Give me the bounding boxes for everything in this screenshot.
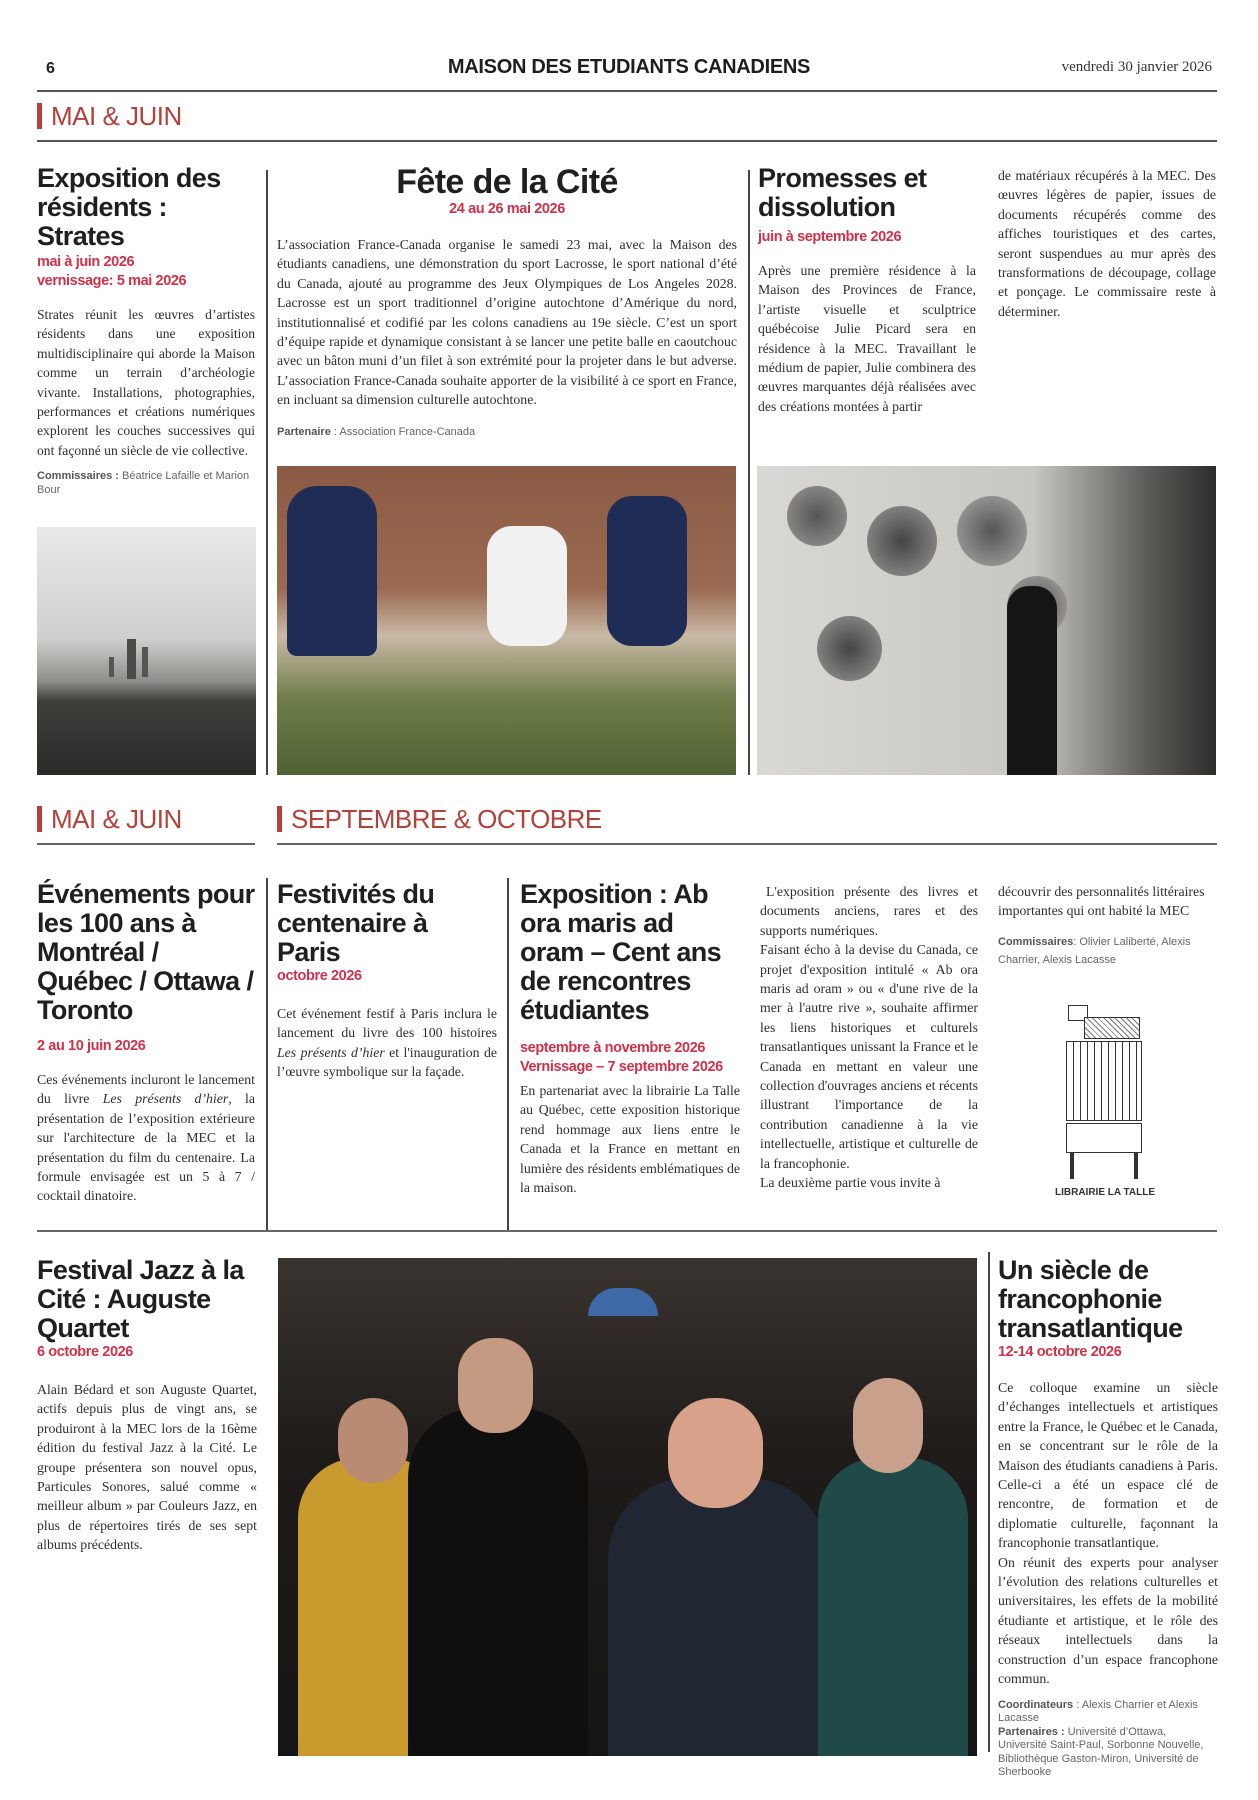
section-header-mai-juin: MAI & JUIN <box>37 101 182 132</box>
article-title: Promesses et dissolution <box>758 163 927 222</box>
article-title: Fête de la Cité <box>396 163 618 201</box>
article-body-continued: découvrir des personnalités littéraires importantes qui ont habité la MEC Commissaires: Olivier Laliberté, Alexis Charrier, Alexis Lacasse <box>998 882 1218 969</box>
page-number: 6 <box>46 60 55 77</box>
paper-fans-photo <box>757 466 1216 775</box>
article-body: Cet événement festif à Paris inclura le lancement du livre des 100 histoires Les présents d’hier et l'inauguration de l’œuvre symbolique sur la façade. <box>277 1006 497 1080</box>
article-date: 12-14 octobre 2026 <box>998 1344 1122 1360</box>
article-date: 2 au 10 juin 2026 <box>37 1038 146 1054</box>
column-divider <box>748 170 750 775</box>
article-body: Strates réunit les œuvres d’artistes résidents dans une exposition multidisciplinaire qui aborde la Maison comme un terrain d’archéologie vivante. Installations, photographies, performances et créations numériques explorent les couches successives qui ont façonné un siècle de vie collective. <box>37 307 255 458</box>
article-strates <box>37 164 255 497</box>
article-date: octobre 2026 <box>277 968 362 984</box>
article-body: Ce colloque examine un siècle d’échanges intellectuels et artistiques entre la France, le Québec et le Canada, en se concentrant sur le rôle de la Maison des étudiants canadiens à Paris. Celle-ci a été un espace clé de rencontre, de formation et de diplomatie culturelle, façonnant la francophonie transatlantique. On réunit des experts pour analyser l’évolution des relations culturelles et universitaires, les effets de la mobilité étudiante et artistique, et le rôle des réseaux intellectuels dans la construction d’un espace francophone commun. <box>998 1380 1218 1687</box>
header-rule <box>37 90 1217 92</box>
article-body: Ces événements incluront le lancement du livre Les présents d’hier, la présentation de l’exposition extérieure sur l'architecture de la MEC et la présentation du film du centenaire. La formule envisagée est un 5 à 7 / cocktail dinatoire. <box>37 1072 255 1204</box>
article-fete-de-la-cite <box>277 164 737 439</box>
article-body-continued: de matériaux récupérés à la MEC. Des œuvres légères de papier, issues de documents récupérés comme des affiches touristiques et des cartes, seront suspendues au mur après des transformations de découpage, collage et ponçage. Le commissaire reste à déterminer. <box>998 168 1216 319</box>
article-body: En partenariat avec la librairie La Talle au Québec, cette exposition historique rend hommage aux liens entre le Canada et la France en mettant en lumière des résidents emblématiques de la maison. <box>520 1083 740 1196</box>
article-title: Événements pour les 100 ans à Montréal / Québec / Ottawa / Toronto <box>37 879 255 1025</box>
article-siecle-francophonie <box>998 1256 1218 1780</box>
article-title: Festivités du centenaire à Paris <box>277 879 435 967</box>
article-title: Exposition : Ab ora maris ad oram – Cent ans de rencontres étudiantes <box>520 879 722 1025</box>
article-date: juin à septembre 2026 <box>758 229 902 245</box>
article-credit: Commissaires: Olivier Laliberté, Alexis Charrier, Alexis Lacasse <box>998 935 1191 966</box>
column-divider <box>266 170 268 775</box>
lacrosse-photo <box>277 466 736 775</box>
column-divider <box>988 1252 990 1752</box>
article-date: septembre à novembre 2026 <box>520 1040 706 1056</box>
article-evenements-100-ans <box>37 880 255 1206</box>
column-divider <box>266 878 268 1230</box>
standing-stones-photo <box>37 527 256 775</box>
vernissage-date: vernissage: 5 mai 2026 <box>37 273 187 289</box>
article-date: 24 au 26 mai 2026 <box>449 201 565 217</box>
article-body: Alain Bédard et son Auguste Quartet, actifs depuis plus de vingt ans, se produiront à la MEC lors de la 16ème édition du festival Jazz à la Cité. Le groupe présentera son nouvel opus, Particules Sonores, salué comme « meilleur album » par Couleurs Jazz, en plus de répertoires tirés de ses sept albums précédents. <box>37 1382 257 1553</box>
article-body-continued: L'exposition présente des livres et documents anciens, rares et des supports numériques. Faisant écho à la devise du Canada, ce projet d'exposition intitulé « Ab ora maris ad oram » ou « d'une rive de la mer à l'autre rive », souhaite affirmer les liens historiques et culturels transatlantiques unissant la France et le Canada en mettant en valeur une collection d'ouvrages anciens et récents illustrant l'importance de la contribution canadienne à la vie intellectuelle, artistique et culturelle de la francophonie. La deuxième partie vous invite à <box>760 884 978 1191</box>
issue-date: vendredi 30 janvier 2026 <box>1061 59 1212 75</box>
article-credit: Commissaires : Béatrice Lafaille et Marion Bour <box>37 470 250 496</box>
article-body: Après une première résidence à la Maison des Provinces de France, l’artiste visuelle et sculptrice québécoise Julie Picard sera en résidence à la MEC. Travaillant le médium de papier, Julie combinera des œuvres marquantes déjà réalisées avec des créations montées à partir <box>758 263 976 414</box>
section-rule <box>37 140 1217 142</box>
newspaper-title: MAISON DES ETUDIANTS CANADIENS <box>447 56 811 78</box>
section-rule <box>277 843 1217 845</box>
article-promesses <box>758 164 976 416</box>
article-ab-ora-maris <box>520 880 740 1197</box>
article-date: mai à juin 2026 <box>37 254 135 270</box>
section-header-septembre-octobre: SEPTEMBRE & OCTOBRE <box>277 804 602 835</box>
section-rule <box>37 1230 1217 1232</box>
section-rule <box>37 843 255 845</box>
article-title: Festival Jazz à la Cité : Auguste Quartet <box>37 1255 244 1343</box>
section-header-mai-juin: MAI & JUIN <box>37 804 182 835</box>
vernissage-date: Vernissage – 7 septembre 2026 <box>520 1059 723 1075</box>
article-body: L’association France-Canada organise le samedi 23 mai, avec la Maison des étudiants canadiens, une démonstration du sport Lacrosse, le sport national d’été du Canada, ajouté au programme des Jeux Olympiques de Los Angeles 2028. Lacrosse est un sport traditionnel d’origine autochtone d’Amérique du nord, institutionnalisé et codifié par les colons canadiens au 19e siècle. C’est un sport d’équipe rapide et dynamique consistant à se lancer une petite balle en caoutchouc avec un bâton muni d’un filet à son extrémité pour la projeter dans le but adverse. L’association France-Canada souhaite apporter de la visibilité à ce sport en France, en incluant sa dimension culturelle autochtone. <box>277 237 737 408</box>
article-title: Exposition des résidents : Strates <box>37 163 221 251</box>
partners-credit: Partenaires : Université d’Ottawa, Université Saint-Paul, Sorbonne Nouvelle, Bibliothèque Gaston-Miron, Université de Sherbooke <box>998 1725 1204 1778</box>
article-festival-jazz <box>37 1256 257 1555</box>
column-divider <box>507 878 509 1230</box>
librairie-la-talle-logo <box>1055 1005 1155 1205</box>
logo-text: LIBRAIRIE LA TALLE <box>1055 1187 1155 1198</box>
auguste-quartet-photo <box>278 1258 977 1756</box>
coordinators-credit: Coordinateurs : Alexis Charrier et Alexis Lacasse <box>998 1698 1198 1724</box>
article-credit: Partenaire : Association France-Canada <box>277 425 476 438</box>
article-date: 6 octobre 2026 <box>37 1344 133 1360</box>
article-title: Un siècle de francophonie transatlantique <box>998 1255 1183 1343</box>
article-festivites-paris <box>277 880 497 1082</box>
